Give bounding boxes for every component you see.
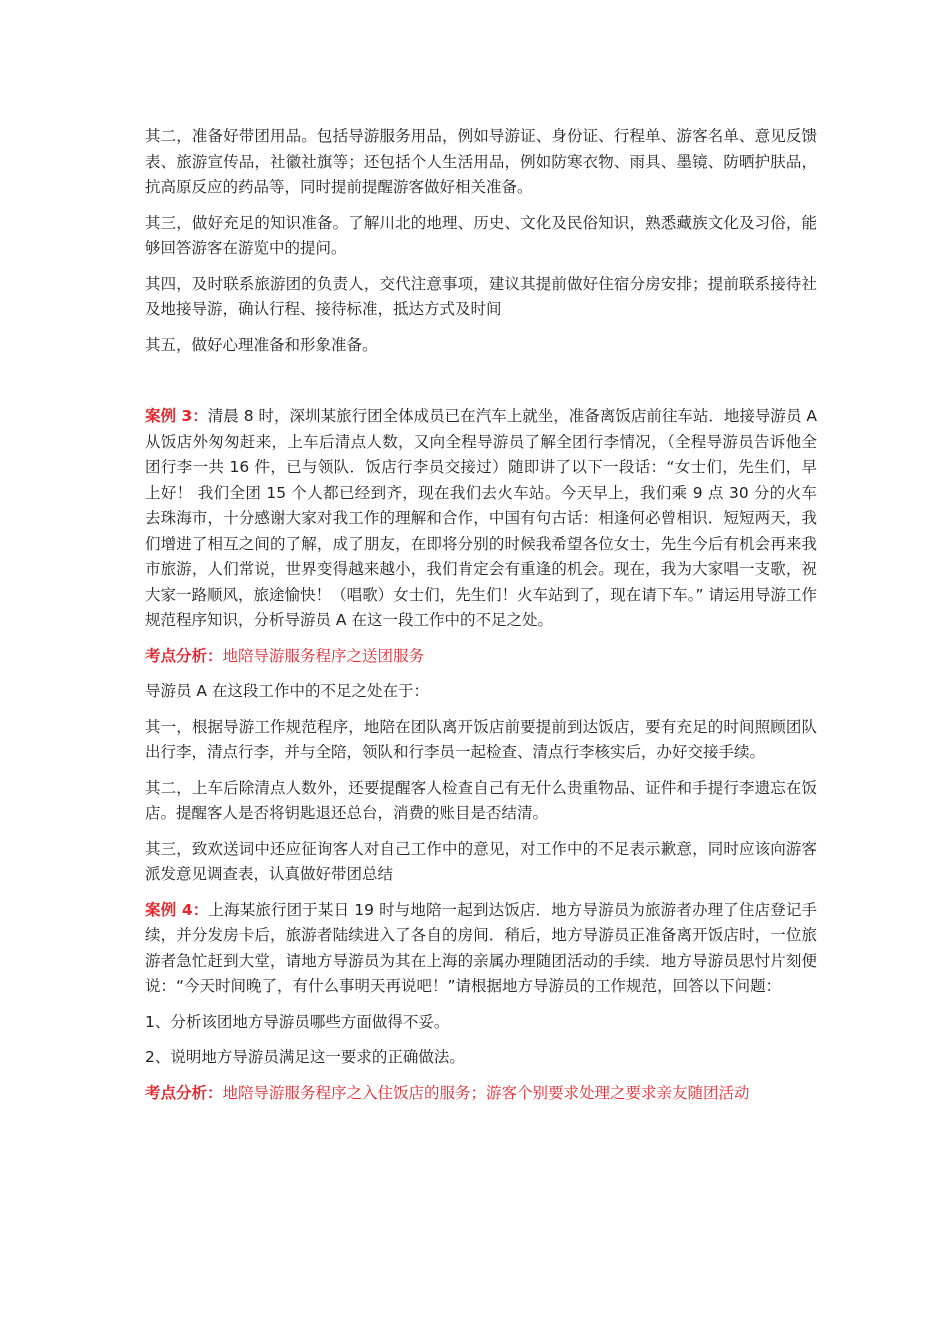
paragraph-prep-mental: 其五，做好心理准备和形象准备。 <box>145 335 378 354</box>
case4-question-1: 1、分析该团地方导游员哪些方面做得不妥。 <box>145 1012 450 1031</box>
case3-answer-point-3: 其三，致欢送词中还应征询客人对自己工作中的意见，对工作中的不足表示歉意，同时应该向游客派发意见调查表，认真做好带团总结 <box>145 839 817 883</box>
analysis3-label: 考点分析： <box>145 646 223 665</box>
analysis3-text: 地陪导游服务程序之送团服务 <box>222 646 425 665</box>
case4-question-2: 2、说明地方导游员满足这一要求的正确做法。 <box>145 1048 465 1066</box>
case3-paragraph <box>145 404 817 634</box>
analysis4-label: 考点分析： <box>145 1083 223 1102</box>
paragraph-prep-knowledge: 其三，做好充足的知识准备。了解川北的地理、历史、文化及民俗知识，熟悉藏族文化及习俗，能够回答游客在游览中的提问。 <box>145 213 817 257</box>
analysis4-text: 地陪导游服务程序之入住饭店的服务；游客个别要求处理之要求亲友随团活动 <box>222 1083 750 1102</box>
analysis3-paragraph <box>145 644 817 670</box>
document-body <box>145 124 817 1116</box>
case3-label: 案例 3： <box>145 407 208 425</box>
case3-answer-point-2: 其二，上车后除清点人数外，还要提醒客人检查自己有无什么贵重物品、证件和手提行李遗忘在饭店。提醒客人是否将钥匙退还总台，消费的账目是否结清。 <box>145 778 817 822</box>
section-spacer <box>145 368 817 404</box>
case3-answer-intro: 导游员 A 在这段工作中的不足之处在于： <box>145 682 429 700</box>
analysis4-paragraph <box>145 1081 817 1107</box>
case4-paragraph <box>145 898 817 1000</box>
paragraph-prep-contact: 其四，及时联系旅游团的负责人，交代注意事项，建议其提前做好住宿分房安排；提前联系接待社及地接导游，确认行程、接待标准，抵达方式及时间 <box>145 274 817 318</box>
case4-text: 上海某旅行团于某日 19 时与地陪一起到达饭店．地方导游员为旅游者办理了住店登记手续，并分发房卡后，旅游者陆续进入了各自的房间．稍后，地方导游员正准备离开饭店时，一位旅游者急忙赶到大堂，请地方导游员为其在上海的亲属办理随团活动的手续．地方导游员思忖片刻便说：“今天时间晚了，有什么事明天再说吧！”请根据地方导游员的工作规范，回答以下问题： <box>145 900 817 995</box>
paragraph-prep-supplies: 其二，准备好带团用品。包括导游服务用品，例如导游证、身份证、行程单、游客名单、意见反馈表、旅游宣传品，社徽社旗等；还包括个人生活用品，例如防寒衣物、雨具、墨镜、防晒护肤品，抗高原反应的药品等，同时提前提醒游客做好相关准备。 <box>145 127 817 196</box>
case4-label: 案例 4： <box>145 900 209 919</box>
case3-text: 清晨 8 时，深圳某旅行团全体成员已在汽车上就坐，准备离饭店前往车站．地接导游员 A 从饭店外匆匆赶来，上车后清点人数，又向全程导游员了解全团行李情况，（全程导游员告诉他全团行李一共 16 件，已与领队．饭店行李员交接过）随即讲了以下一段话：“女士们，先生们，早上好！ 我们全团 15 个人都已经到齐，现在我们去火车站。今天早上，我们乘 9 点 30 分的火车去珠海市，十分感谢大家对我工作的理解和合作，中国有句古话：相逢何必曾相识．短短两天，我们增进了相互之间的了解，成了朋友，在即将分别的时候我希望各位女士，先生今后有机会再来我市旅游，人们常说，世界变得越来越小，我们肯定会有重逢的机会。现在，我为大家唱一支歌，祝大家一路顺风，旅途愉快！（唱歌）女士们，先生们！火车站到了，现在请下车。” 请运用导游工作规范程序知识，分析导游员 A 在这一段工作中的不足之处。 <box>145 407 817 629</box>
case3-answer-point-1: 其一，根据导游工作规范程序，地陪在团队离开饭店前要提前到达饭店，要有充足的时间照顾团队出行李，清点行李，并与全陪，领队和行李员一起检查、清点行李核实后，办好交接手续。 <box>145 717 817 761</box>
